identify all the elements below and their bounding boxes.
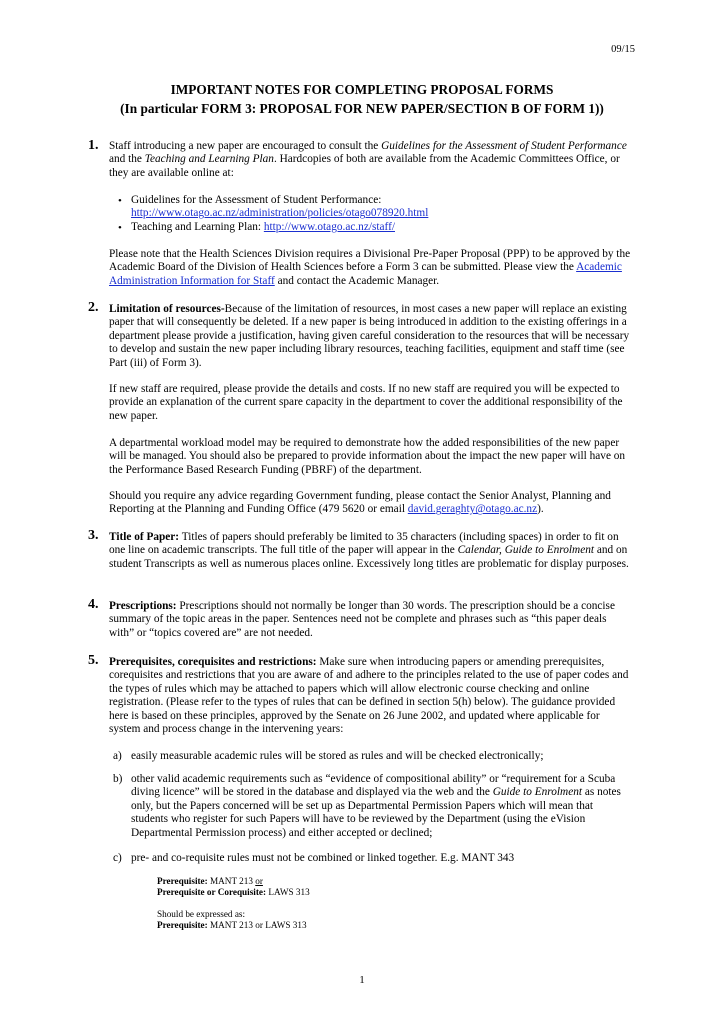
section-4-prescriptions: Prescriptions: Prescriptions should not normally be longer than 30 words. The prescription should be a concise summary of the topic areas in the paper. Sentences need not be complete and phrases such as “this paper deals with” or “topics covered are” are not needed.	[109, 600, 615, 639]
teaching-plan-link[interactable]: http://www.otago.ac.nz/staff/	[263, 221, 395, 233]
list-item-b-label: b)	[113, 773, 123, 785]
section-1-number: 1.	[88, 138, 99, 153]
example-line-4: Prerequisite: MANT 213 or LAWS 313	[157, 920, 307, 930]
section-2-funding-paragraph: Should you require any advice regarding Government funding, please contact the Senior Analyst, Planning and Reporting at the Planning and Funding Office (479 5620 or email david.geraghty@otago.ac.nz).	[109, 490, 611, 516]
academic-admin-info-link[interactable]: Academic Administration Information for Staff	[109, 261, 622, 287]
list-item-a-label: a)	[113, 750, 122, 762]
example-line-1: Prerequisite: MANT 213 or	[157, 876, 263, 886]
title-line-1: IMPORTANT NOTES FOR COMPLETING PROPOSAL FORMS	[170, 82, 554, 97]
example-line-3: Should be expressed as:	[157, 909, 246, 919]
email-link[interactable]: david.geraghty@otago.ac.nz	[407, 503, 538, 516]
page-title	[0, 80, 724, 118]
example-line-2: Prerequisite or Corequisite: LAWS 313	[157, 887, 310, 897]
bullet-icon: •	[118, 195, 122, 207]
section-3-title-of-paper: Title of Paper: Titles of papers should preferably be limited to 35 characters (including spaces) in order to fit on one line on academic transcripts. The full title of the paper will appear in the Calendar, Guide to Enrolment and on student Transcripts as well as numerous places online. Excessively long titles are problematic for display purposes.	[109, 531, 629, 570]
section-2-resources: Limitation of resources-Because of the limitation of resources, in most cases a new paper will replace an existing paper that will consequently be deleted. If a new paper is being introduced in addition to the existing offerings in a department please provide a justification, having given careful consideration to the resources that will be necessary to develop and sustain the new paper including library resources, teaching facilities, equipment and staff time (see Part (iii) of Form 3).	[109, 303, 630, 369]
document-code: 09/15	[611, 44, 635, 55]
title-line-2: (In particular FORM 3: PROPOSAL FOR NEW PAPER/SECTION B OF FORM 1))	[120, 101, 604, 116]
bullet-icon: •	[118, 222, 122, 234]
section-1-intro: Staff introducing a new paper are encouraged to consult the Guidelines for the Assessment of Student Performance and the Teaching and Learning Plan. Hardcopies of both are available from the Academic Committees Office, or they are available online at:	[109, 140, 627, 179]
list-item-b: other valid academic requirements such as “evidence of compositional ability” or “requirement for a Scuba diving licence” will be stored in the database and displayed via the web and the Guide to Enrolment as notes only, but the Papers concerned will be set up as Departmental Permission Papers which will mean that students who register for such Papers will have to be reviewed by the Department (using the eVision Departmental Permission process) and either accepted or declined;	[131, 773, 621, 839]
section-5-number: 5.	[88, 653, 99, 668]
list-item-a: easily measurable academic rules will be stored as rules and will be checked electronically;	[131, 750, 544, 762]
section-2-staff-paragraph: If new staff are required, please provide the details and costs. If no new staff are required you will be expected to provide an explanation of the current spare capacity in the department to cover the additional responsibility of the new paper.	[109, 383, 623, 422]
list-item-c: pre- and co-requisite rules must not be combined or linked together. E.g. MANT 343	[131, 852, 515, 864]
section-4-number: 4.	[88, 597, 99, 612]
list-item-c-label: c)	[113, 852, 122, 864]
bullet-item-teaching-plan: Teaching and Learning Plan: http://www.otago.ac.nz/staff/	[131, 221, 395, 233]
page-number: 1	[359, 974, 365, 986]
bullet-item-guidelines: Guidelines for the Assessment of Student Performance: http://www.otago.ac.nz/administration/policies/otago078920.html	[131, 194, 429, 220]
section-3-number: 3.	[88, 528, 99, 543]
section-1-health-sciences-note: Please note that the Health Sciences Division requires a Divisional Pre-Paper Proposal (PPP) to be approved by the Academic Board of the Division of Health Sciences before a Form 3 can be submitted. Please view the Academic Administration Information for Staff and contact the Academic Manager.	[109, 248, 631, 287]
guidelines-link[interactable]: http://www.otago.ac.nz/administration/policies/otago078920.html	[131, 207, 429, 220]
section-2-number: 2.	[88, 300, 99, 315]
section-5-prerequisites: Prerequisites, corequisites and restrictions: Make sure when introducing papers or amending prerequisites, corequisites and restrictions that you are aware of and adhere to the principles related to the use of paper codes and the types of rules which may be attached to papers which will allow electronic course checking and online registration. (Please refer to the types of rules that can be defined in section 5(h) below). The guidance provided here is based on these principles, approved by the Senate on 26 June 2002, and updated where applicable for system and process change in the intervening years:	[109, 656, 629, 736]
section-2-workload-paragraph: A departmental workload model may be required to demonstrate how the added responsibilities of the new paper will be managed. You should also be prepared to provide information about the impact the new paper will have on the Performance Based Research Funding (PBRF) of the department.	[109, 437, 626, 476]
